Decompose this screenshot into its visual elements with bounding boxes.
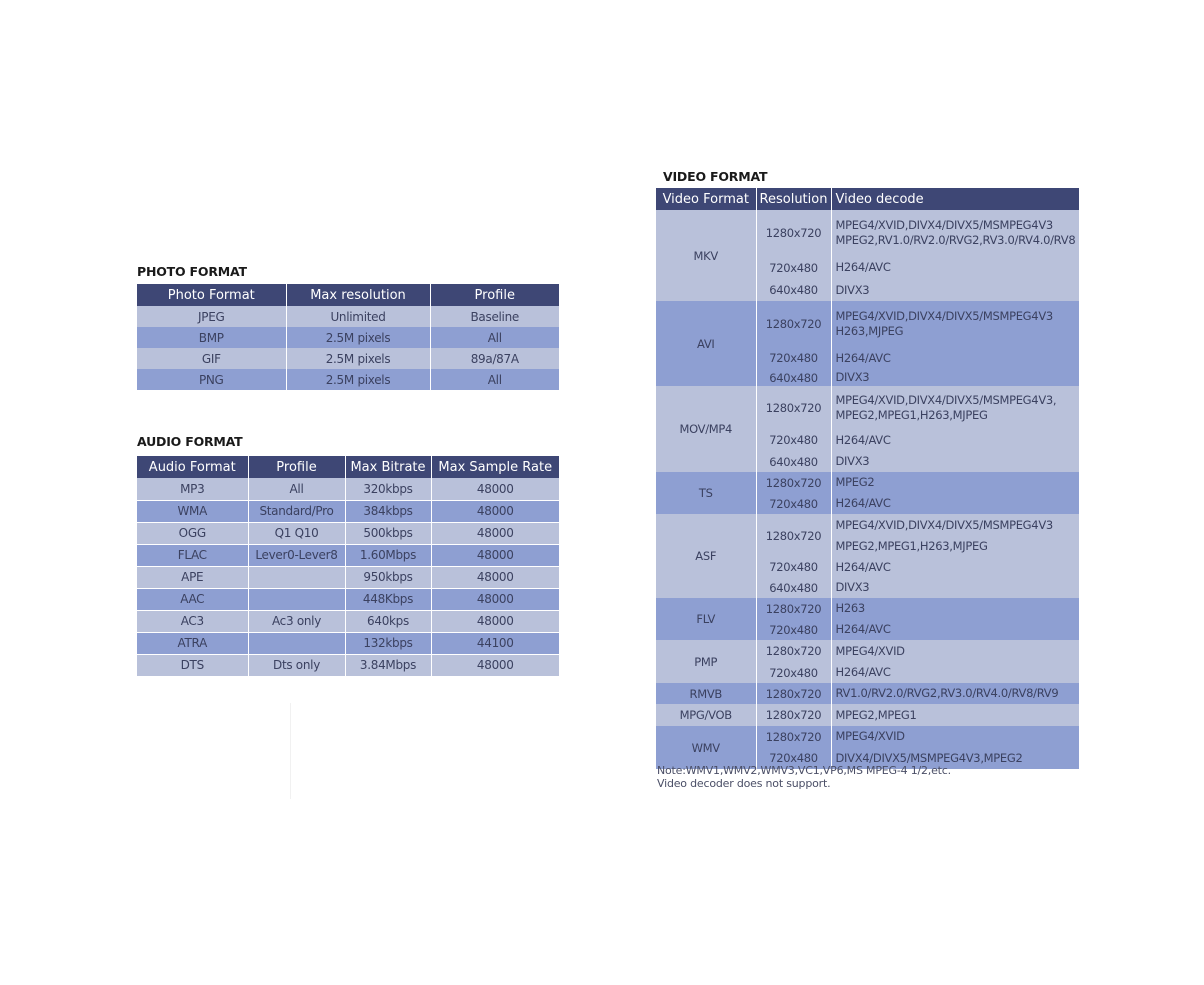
video-cell-resolution: 1280x720 <box>756 472 831 493</box>
video-cell-decode <box>831 514 1079 557</box>
table-row <box>137 610 559 632</box>
video-cell-resolution: 1280x720 <box>756 210 831 256</box>
video-decode-line: H264/AVC <box>835 622 891 636</box>
audio-cell-format: AAC <box>137 588 248 610</box>
table-row <box>137 522 559 544</box>
audio-cell-format: APE <box>137 566 248 588</box>
audio-cell-sample-rate: 48000 <box>431 522 559 544</box>
photo-cell-profile: All <box>430 369 559 390</box>
video-cell-resolution: 720x480 <box>756 662 831 683</box>
photo-cell-profile: All <box>430 327 559 348</box>
video-note <box>657 764 951 790</box>
audio-cell-profile <box>248 566 345 588</box>
video-format-title: VIDEO FORMAT <box>663 169 768 184</box>
audio-cell-bitrate: 132kbps <box>345 632 431 654</box>
video-decode-line: H263,MJPEG <box>835 324 904 338</box>
video-cell-format: AVI <box>656 301 756 386</box>
video-cell-format: MPG/VOB <box>656 704 756 726</box>
photo-cell-resolution: 2.5M pixels <box>286 348 430 369</box>
audio-cell-profile <box>248 588 345 610</box>
video-cell-decode <box>831 451 1079 472</box>
video-decode-line: MPEG2,MPEG1 <box>835 707 917 722</box>
video-decode-line: MPEG4/XVID <box>835 729 905 743</box>
audio-cell-format: DTS <box>137 654 248 676</box>
table-row <box>656 704 1079 726</box>
table-row <box>656 726 1079 747</box>
video-cell-resolution: 640x480 <box>756 451 831 472</box>
audio-format-table <box>137 456 559 677</box>
audio-cell-profile: Dts only <box>248 654 345 676</box>
audio-cell-profile: Ac3 only <box>248 610 345 632</box>
audio-cell-profile <box>248 632 345 654</box>
audio-cell-bitrate: 640kps <box>345 610 431 632</box>
video-cell-resolution: 1280x720 <box>756 301 831 347</box>
audio-header-sample-rate: Max Sample Rate <box>431 456 559 478</box>
video-decode-line: H264/AVC <box>835 432 891 447</box>
video-header-row <box>656 188 1079 210</box>
video-decode-line: MPEG4/XVID,DIVX4/DIVX5/MSMPEG4V3, <box>835 392 1057 407</box>
table-row <box>137 369 559 390</box>
photo-header-row <box>137 284 559 306</box>
table-row <box>656 514 1079 557</box>
faint-divider <box>290 703 291 799</box>
video-cell-decode <box>831 429 1079 451</box>
photo-format-title: PHOTO FORMAT <box>137 264 247 279</box>
video-cell-resolution: 1280x720 <box>756 386 831 429</box>
audio-cell-sample-rate: 48000 <box>431 566 559 588</box>
audio-cell-format: WMA <box>137 500 248 522</box>
table-row <box>137 654 559 676</box>
video-cell-decode <box>831 347 1079 369</box>
video-decode-line: DIVX3 <box>835 580 870 594</box>
table-row <box>137 544 559 566</box>
video-cell-decode <box>831 619 1079 640</box>
audio-cell-profile: Standard/Pro <box>248 500 345 522</box>
video-decode-line: MPEG4/XVID,DIVX4/DIVX5/MSMPEG4V3 <box>835 518 1053 532</box>
audio-cell-bitrate: 448Kbps <box>345 588 431 610</box>
photo-cell-resolution: Unlimited <box>286 306 430 327</box>
table-row <box>656 683 1079 704</box>
table-row <box>137 327 559 348</box>
video-cell-resolution: 1280x720 <box>756 726 831 747</box>
audio-cell-sample-rate: 44100 <box>431 632 559 654</box>
photo-cell-resolution: 2.5M pixels <box>286 369 430 390</box>
video-cell-format: MKV <box>656 210 756 301</box>
video-header-resolution: Resolution <box>756 188 831 210</box>
audio-header-format: Audio Format <box>137 456 248 478</box>
audio-cell-profile: Q1 Q10 <box>248 522 345 544</box>
video-cell-format: ASF <box>656 514 756 598</box>
video-format-table <box>656 188 1079 769</box>
table-row <box>656 301 1079 347</box>
audio-cell-sample-rate: 48000 <box>431 544 559 566</box>
video-cell-decode <box>831 704 1079 726</box>
photo-cell-format: GIF <box>137 348 286 369</box>
photo-cell-profile: 89a/87A <box>430 348 559 369</box>
video-cell-decode <box>831 256 1079 279</box>
audio-cell-format: AC3 <box>137 610 248 632</box>
video-cell-format: RMVB <box>656 683 756 704</box>
video-cell-decode <box>831 472 1079 493</box>
audio-cell-bitrate: 500kbps <box>345 522 431 544</box>
video-cell-format: TS <box>656 472 756 514</box>
audio-cell-sample-rate: 48000 <box>431 610 559 632</box>
video-decode-line: MPEG2,RV1.0/RV2.0/RVG2,RV3.0/RV4.0/RV8 <box>835 233 1076 247</box>
video-decode-line: H264/AVC <box>835 496 891 510</box>
photo-cell-format: BMP <box>137 327 286 348</box>
video-decode-line: DIVX4/DIVX5/MSMPEG4V3,MPEG2 <box>835 750 1023 765</box>
video-note-line-2: Video decoder does not support. <box>657 777 831 790</box>
video-cell-decode <box>831 640 1079 662</box>
video-cell-resolution: 720x480 <box>756 256 831 279</box>
video-decode-line: MPEG2 <box>835 475 875 489</box>
video-decode-line: DIVX3 <box>835 454 870 468</box>
video-cell-format: FLV <box>656 598 756 640</box>
video-cell-resolution: 720x480 <box>756 429 831 451</box>
video-cell-decode <box>831 726 1079 747</box>
audio-cell-format: MP3 <box>137 478 248 500</box>
video-cell-resolution: 720x480 <box>756 493 831 514</box>
audio-cell-sample-rate: 48000 <box>431 654 559 676</box>
table-row <box>656 210 1079 256</box>
audio-cell-format: OGG <box>137 522 248 544</box>
audio-cell-bitrate: 950kbps <box>345 566 431 588</box>
photo-cell-format: PNG <box>137 369 286 390</box>
table-row <box>137 566 559 588</box>
video-cell-resolution: 640x480 <box>756 369 831 386</box>
video-cell-decode <box>831 598 1079 619</box>
video-cell-decode <box>831 493 1079 514</box>
video-decode-line: H264/AVC <box>835 350 891 365</box>
photo-cell-resolution: 2.5M pixels <box>286 327 430 348</box>
photo-header-format: Photo Format <box>137 284 286 306</box>
video-decode-line: DIVX3 <box>835 370 870 384</box>
video-cell-decode <box>831 557 1079 577</box>
table-row <box>137 478 559 500</box>
video-decode-line: MPEG4/XVID,DIVX4/DIVX5/MSMPEG4V3 <box>835 309 1053 323</box>
video-header-decode: Video decode <box>831 188 1079 210</box>
video-cell-resolution: 720x480 <box>756 747 831 769</box>
audio-cell-bitrate: 320kbps <box>345 478 431 500</box>
video-cell-decode <box>831 210 1079 256</box>
video-decode-line: DIVX3 <box>835 282 870 297</box>
video-cell-decode <box>831 683 1079 704</box>
table-row <box>137 348 559 369</box>
video-cell-resolution: 720x480 <box>756 347 831 369</box>
video-cell-resolution: 1280x720 <box>756 598 831 619</box>
video-decode-line: H264/AVC <box>835 559 891 574</box>
table-row <box>656 386 1079 429</box>
video-cell-decode <box>831 301 1079 347</box>
audio-format-title: AUDIO FORMAT <box>137 434 243 449</box>
table-row <box>656 640 1079 662</box>
video-decode-line: MPEG2,MPEG1,H263,MJPEG <box>835 407 988 422</box>
photo-cell-profile: Baseline <box>430 306 559 327</box>
audio-cell-sample-rate: 48000 <box>431 588 559 610</box>
audio-cell-format: FLAC <box>137 544 248 566</box>
table-row <box>137 632 559 654</box>
audio-header-bitrate: Max Bitrate <box>345 456 431 478</box>
video-note-line-1: Note:WMV1,WMV2,WMV3,VC1,VP6,MS MPEG-4 1/2,etc. <box>657 764 951 777</box>
table-row <box>656 598 1079 619</box>
photo-header-profile: Profile <box>430 284 559 306</box>
video-decode-line: H263 <box>835 601 865 615</box>
video-decode-line: MPEG4/XVID,DIVX4/DIVX5/MSMPEG4V3 <box>835 218 1053 232</box>
audio-cell-bitrate: 384kbps <box>345 500 431 522</box>
video-cell-format: WMV <box>656 726 756 769</box>
video-cell-resolution: 1280x720 <box>756 514 831 557</box>
audio-cell-format: ATRA <box>137 632 248 654</box>
video-cell-decode <box>831 386 1079 429</box>
video-cell-resolution: 640x480 <box>756 577 831 598</box>
audio-header-profile: Profile <box>248 456 345 478</box>
video-cell-format: PMP <box>656 640 756 683</box>
photo-format-table <box>137 284 559 390</box>
audio-cell-profile: All <box>248 478 345 500</box>
audio-cell-sample-rate: 48000 <box>431 478 559 500</box>
video-cell-decode <box>831 279 1079 301</box>
audio-header-row <box>137 456 559 478</box>
table-row <box>137 306 559 327</box>
table-row <box>137 588 559 610</box>
video-cell-resolution: 1280x720 <box>756 640 831 662</box>
table-row <box>137 500 559 522</box>
video-decode-line: MPEG2,MPEG1,H263,MJPEG <box>835 539 988 553</box>
video-cell-decode <box>831 369 1079 386</box>
video-cell-resolution: 1280x720 <box>756 683 831 704</box>
photo-header-resolution: Max resolution <box>286 284 430 306</box>
video-cell-resolution: 1280x720 <box>756 704 831 726</box>
video-decode-line: H264/AVC <box>835 260 891 274</box>
audio-cell-sample-rate: 48000 <box>431 500 559 522</box>
video-header-format: Video Format <box>656 188 756 210</box>
video-cell-decode <box>831 577 1079 598</box>
audio-cell-bitrate: 1.60Mbps <box>345 544 431 566</box>
audio-cell-bitrate: 3.84Mbps <box>345 654 431 676</box>
audio-cell-profile: Lever0-Lever8 <box>248 544 345 566</box>
video-cell-decode <box>831 662 1079 683</box>
photo-cell-format: JPEG <box>137 306 286 327</box>
video-decode-line: MPEG4/XVID <box>835 643 905 658</box>
table-row <box>656 472 1079 493</box>
video-decode-line: H264/AVC <box>835 665 891 679</box>
video-cell-format: MOV/MP4 <box>656 386 756 472</box>
video-cell-resolution: 720x480 <box>756 619 831 640</box>
video-decode-line: RV1.0/RV2.0/RVG2,RV3.0/RV4.0/RV8/RV9 <box>835 686 1059 700</box>
video-cell-resolution: 640x480 <box>756 279 831 301</box>
video-cell-resolution: 720x480 <box>756 557 831 577</box>
